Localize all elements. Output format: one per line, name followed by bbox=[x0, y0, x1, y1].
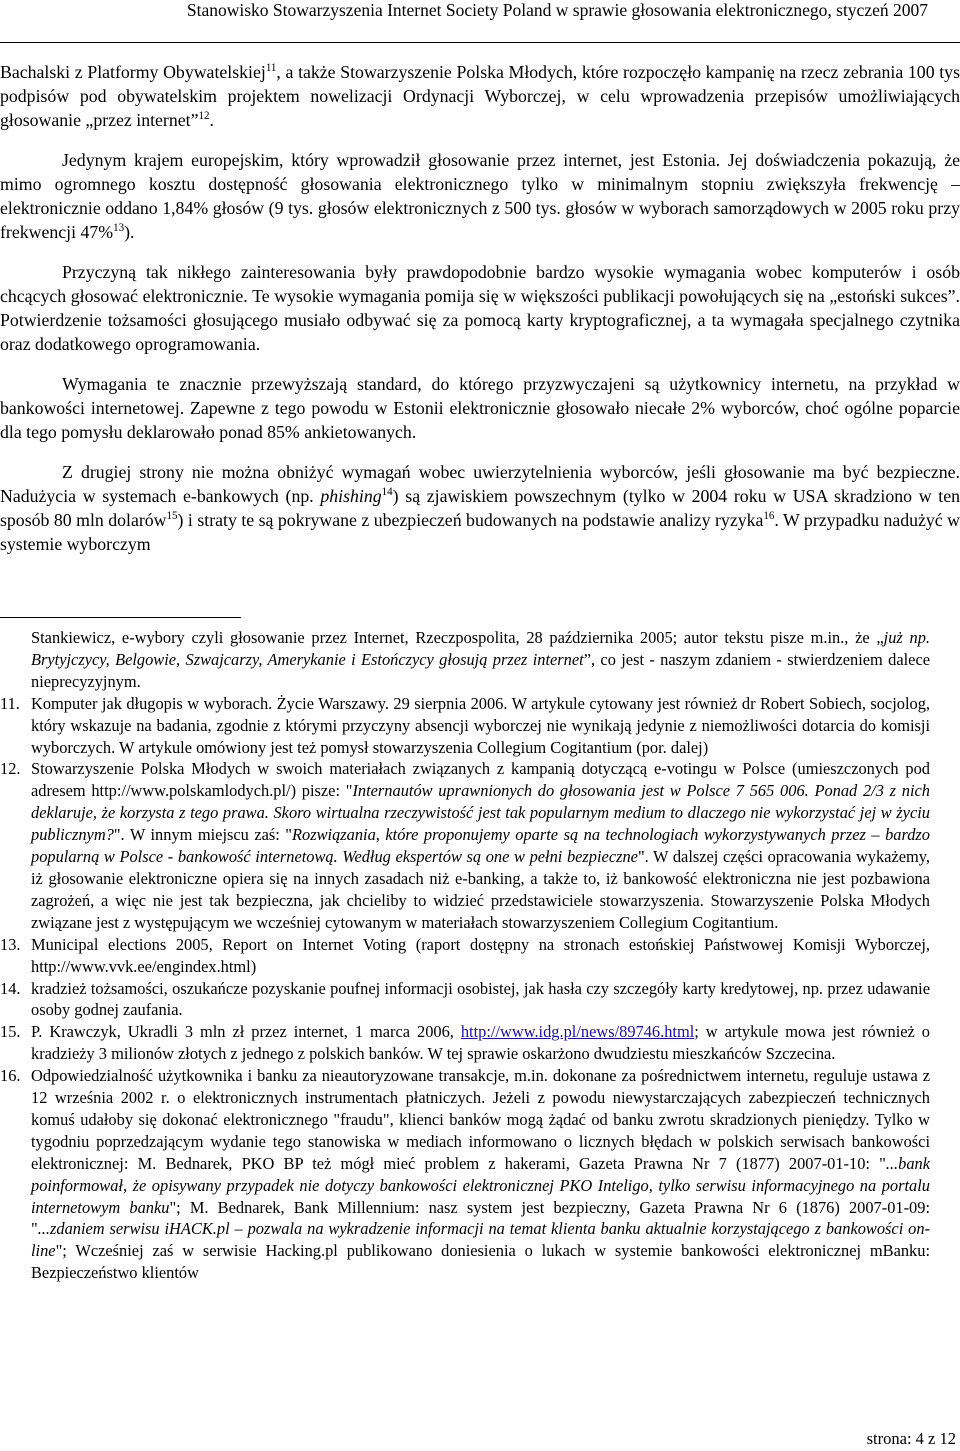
footnote-11 bbox=[0, 693, 930, 759]
footnote-14 bbox=[0, 978, 930, 1022]
footnote-number: 14. bbox=[0, 978, 21, 998]
main-text bbox=[0, 60, 960, 556]
fn12-italic-2: Rozwiązania, które proponujemy oparte są na technologiach wykorzystywanych przez – bardzo popularną w Polsce - bankowość internetową. Według ekspertów są one w pełni bezpieczne bbox=[31, 825, 931, 867]
fn16-text-b: "; M. Bednarek, Bank Millennium: nasz system jest bezpieczny, Gazeta Prawna Nr 6 (1876) 2007-01-09: " bbox=[31, 1197, 930, 1239]
fn16-text-c: "; Wcześniej zaś w serwisie Hacking.pl publikowano doniesienia o lukach w systemie bankowości elektronicznej mBanku: Bezpieczeństwo klientów bbox=[31, 1241, 930, 1283]
footnote-text: Komputer jak długopis w wyborach. Życie Warszawy. 29 sierpnia 2006. W artykule cytowany jest również dr Robert Sobiech, socjolog, który wskazuje na badania, zgodnie z którymi przyczyny absencji wyborczej nie wynikają jedynie z niemożliwości dotarcia do komisji wyborczych. W artykule omówiony jest też pomysł stowarzyszenia Collegium Cogitantium (por. dalej) bbox=[31, 693, 930, 757]
paragraph-4: Wymagania te znacznie przewyższają standard, do którego przyzwyczajeni są użytkownicy internetu, na przykład w bankowości internetowej. Zapewne z tego powodu w Estonii elektronicznie głosowało niecałe 2% wyborców, choć ogólne poparcie dla tego pomysłu deklarowało ponad 85% ankietowanych. bbox=[0, 374, 960, 442]
footnote-15 bbox=[0, 1021, 930, 1065]
fn12-text-b: ". W innym miejscu zaś: " bbox=[113, 825, 292, 845]
footnote-ref-13: 13 bbox=[113, 222, 125, 235]
footnote-number: 12. bbox=[0, 759, 21, 779]
footnote-text: Municipal elections 2005, Report on Internet Voting (raport dostępny na stronach estońskiej Państwowej Komisji Wyborczej, http://www.vvk.ee/engindex.html) bbox=[31, 934, 930, 976]
p5-text-c: ) i straty te są pokrywane z ubezpieczeń budowanych na podstawie analizy ryzyka bbox=[177, 510, 764, 530]
fn-cont-text-a: Stankiewicz, e-wybory czyli głosowanie przez Internet, Rzeczpospolita, 28 października 2005; autor tekstu pisze m.in., że „ bbox=[31, 628, 884, 647]
footnote-16 bbox=[0, 1065, 930, 1284]
paragraph-1 bbox=[0, 60, 960, 132]
footnote-number: 15. bbox=[0, 1022, 21, 1042]
fn16-italic-1: ...bank poinformował, że opisywany przypadek nie dotyczy bankowości elektronicznej PKO Inteligo, tylko serwisu informacyjnego na portalu internetowym banku bbox=[31, 1153, 930, 1217]
fn12-text-c: ". W dalszej części opracowania wykażemy, iż głosowanie elektroniczne opiera się na innych zasadach niż e-banking, a także to, iż bankowość elektroniczna nie jest pozbawiona zagrożeń, a więc nie jest tak bezpieczna, jak chcieliby to widzieć przedstawiciele stowarzyszenia. Stowarzyszenie Polska Młodych związane jest z występującym we wcześniej cytowanym w materiałach stowarzyszeniem Collegium Cogitantium. bbox=[31, 847, 930, 932]
footnote-ref-16: 16 bbox=[763, 510, 775, 523]
p1-text-b: , a także Stowarzyszenie Polska Młodych, które rozpoczęło kampanię na rzecz zebrania 100 tys podpisów pod obywatelskim projektem nowelizacji Ordynacji Wyborczej, w celu wprowadzenia przepisów umożliwiających głosowanie „przez internet” bbox=[0, 62, 960, 130]
footnote-12 bbox=[0, 758, 930, 933]
footnote-ref-11: 11 bbox=[265, 62, 277, 75]
idg-article-link[interactable]: http://www.idg.pl/news/89746.html bbox=[460, 1022, 695, 1042]
fn12-italic-1: Internautów uprawnionych do głosowania jest w Polsce 7 565 006. Ponad 2/3 z nich deklaruje, że korzysta z tego prawa. Skoro wirtualna rzeczywistość jest tak popularnym medium to dlaczego nie wykorzystać jej w życiu publicznym? bbox=[31, 781, 930, 845]
fn12-text-a: Stowarzyszenie Polska Młodych w swoich materiałach związanych z kampanią dotyczącą e-votingu w Polsce (umieszczonych pod adresem http://www.polskamlodych.pl/) pisze: " bbox=[31, 759, 930, 801]
p2-text-b: ). bbox=[124, 222, 135, 242]
p2-text-a: Jedynym krajem europejskim, który wprowadził głosowanie przez internet, jest Estonia. Jej doświadczenia pokazują, że mimo ogromnego kosztu dostępność głosowania elektronicznego tylko w minimalnym stopniu zwiększyła frekwencję – elektronicznie oddano 1,84% głosów (9 tys. głosów elektronicznych z 500 tys. głosów w wyborach samorządowych w 2005 roku przy frekwencji 47% bbox=[0, 150, 960, 242]
footnote-separator bbox=[0, 617, 241, 618]
page-header bbox=[0, 0, 960, 43]
p5-text-d: . W przypadku nadużyć w systemie wyborczym bbox=[0, 510, 960, 554]
footnote-ref-14: 14 bbox=[381, 486, 393, 499]
p5-text-a: Z drugiej strony nie można obniżyć wymagań wobec uwierzytelnienia wyborców, jeśli głosowanie ma być bezpieczne. Nadużycia w systemach e-bankowych (np. bbox=[0, 462, 960, 506]
footnote-ref-12: 12 bbox=[198, 110, 210, 123]
footnote-number: 11. bbox=[0, 693, 20, 713]
paragraph-3: Przyczyną tak nikłego zainteresowania były prawdopodobnie bardzo wysokie wymagania wobec komputerów i osób chcących głosować elektronicznie. Te wysokie wymagania pomija się w większości publikacji powołujących się na „estoński sukces”. Potwierdzenie tożsamości głosującego musiało odbywać się za pomocą karty kryptograficznej, a ta wymagała specjalnego czytnika oraz dodatkowego oprogramowania. bbox=[0, 262, 960, 354]
p5-italic-phishing: phishing bbox=[320, 486, 382, 506]
footnote-number: 13. bbox=[0, 934, 21, 954]
footnote-13 bbox=[0, 934, 930, 978]
paragraph-5 bbox=[0, 460, 960, 556]
footnote-continuation bbox=[0, 627, 930, 693]
footnote-text: kradzież tożsamości, oszukańcze pozyskanie poufnej informacji osobistej, jak hasła czy szczegóły karty kredytowej, np. przez udawanie osoby godnej zaufania. bbox=[31, 978, 930, 1020]
p1-text-c: . bbox=[209, 110, 214, 130]
fn-cont-text-b: ”, co jest - naszym zdaniem - stwierdzeniem dalece nieprecyzyjnym. bbox=[31, 649, 930, 691]
fn15-text-b: ; w artykule mowa jest również o kradzieży 3 milionów złotych z jednego z polskich banków. W tej sprawie oskarżono dwudziestu mieszkańców Szczecina. bbox=[31, 1022, 931, 1064]
fn-cont-italic: już np. Brytyjczycy, Belgowie, Szwajcarzy, Amerykanie i Estończycy głosują przez internet bbox=[31, 628, 930, 669]
fn16-text-a: Odpowiedzialność użytkownika i banku za nieautoryzowane transakcje, m.in. dokonane za pośrednictwem internetu, reguluje ustawa z 12 września 2002 r. o elektronicznych instrumentach płatniczych. Jeżeli z powodu niewystarczających zabezpieczeń technicznych komuś udałoby się dokonać elektronicznego "fraudu", klienci banków mogą żądać od banku zwrotu skradzionych pieniędzy. Tylko w tygodniu poprzedzającym wydanie tego stanowiska w mediach informowano o licznych błędach w polskich serwisach bankowości elektronicznej: M. Bednarek, PKO BP też mógł mieć problem z hakerami, Gazeta Prawna Nr 7 (1877) 2007-01-10: " bbox=[31, 1066, 930, 1173]
p5-text-b: ) są zjawiskiem powszechnym (tylko w 2004 roku w USA skradziono w ten sposób 80 mln dolarów bbox=[0, 486, 960, 530]
p1-text-a: Bachalski z Platformy Obywatelskiej bbox=[0, 62, 266, 82]
fn15-text-a: P. Krawczyk, Ukradli 3 mln zł przez internet, 1 marca 2006, bbox=[31, 1022, 461, 1042]
footnote-ref-15: 15 bbox=[166, 510, 178, 523]
fn16-italic-2: ...zdaniem serwisu iHACK.pl – pozwala na wykradzenie informacji na temat klienta banku aktualnie korzystającego z bankowości on-line bbox=[31, 1219, 930, 1261]
paragraph-2 bbox=[0, 148, 960, 244]
header-title: Stanowisko Stowarzyszenia Internet Society Poland w sprawie głosowania elektronicznego, styczeń 2007 bbox=[186, 0, 928, 20]
footnotes bbox=[0, 627, 930, 1284]
page-number: strona: 4 z 12 bbox=[866, 1429, 956, 1448]
footnote-number: 16. bbox=[0, 1066, 21, 1086]
